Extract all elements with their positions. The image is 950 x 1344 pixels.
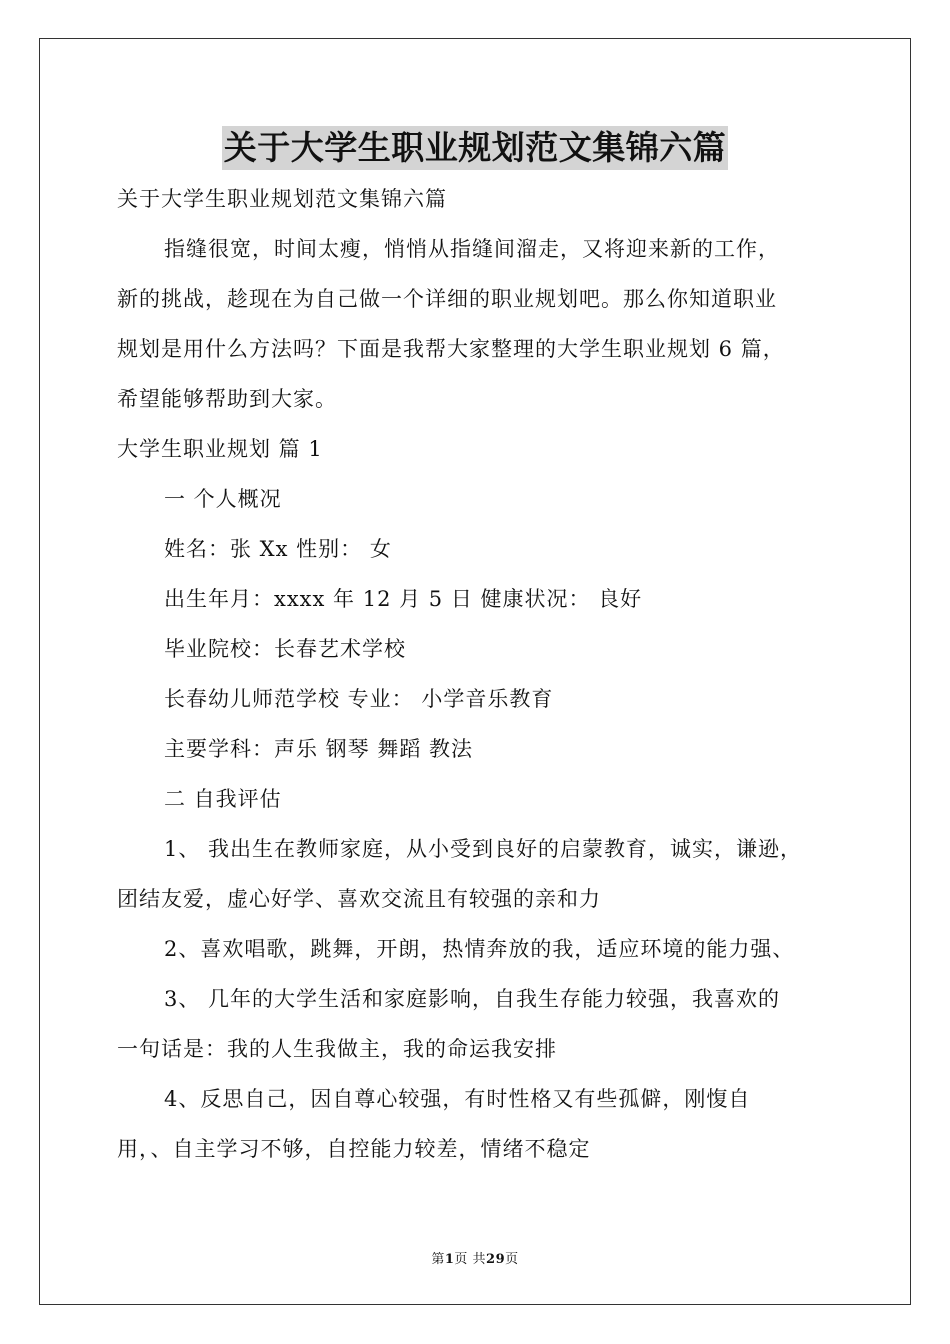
subtitle-line: 关于大学生职业规划范文集锦六篇 xyxy=(117,187,447,211)
page-footer xyxy=(0,1248,950,1267)
paragraph-line: 一句话是：我的人生我做主，我的命运我安排 xyxy=(117,1037,557,1061)
paragraph-line: 规划是用什么方法吗？下面是我帮大家整理的大学生职业规划 6 篇， xyxy=(117,337,785,361)
paragraph-line: 希望能够帮助到大家。 xyxy=(117,387,337,411)
page-border xyxy=(39,38,911,1305)
paragraph-line: 4、反思自己，因自尊心较强，有时性格又有些孤僻，刚愎自 xyxy=(164,1087,751,1111)
paragraph-line: 用，、自主学习不够，自控能力较差，情绪不稳定 xyxy=(117,1137,591,1161)
page-number: 1 xyxy=(444,1252,455,1267)
title-wrap xyxy=(0,126,950,170)
footer-suffix: 页 xyxy=(505,1252,519,1267)
info-line: 出生年月：xxxx 年 12 月 5 日 健康状况： 良好 xyxy=(164,587,643,611)
paragraph-line: 2、喜欢唱歌，跳舞，开朗，热情奔放的我，适应环境的能力强、 xyxy=(164,937,795,961)
paragraph-line: 1、 我出生在教师家庭，从小受到良好的启蒙教育，诚实，谦逊， xyxy=(164,837,803,861)
document-title: 关于大学生职业规划范文集锦六篇 xyxy=(222,126,729,170)
info-line: 毕业院校：长春艺术学校 xyxy=(164,637,406,661)
footer-prefix: 第 xyxy=(431,1252,445,1267)
info-line: 姓名：张 Xx 性别： 女 xyxy=(164,537,392,561)
paragraph-line: 3、 几年的大学生活和家庭影响，自我生存能力较强，我喜欢的 xyxy=(164,987,781,1011)
paragraph-line: 团结友爱，虚心好学、喜欢交流且有较强的亲和力 xyxy=(117,887,601,911)
paragraph-line: 指缝很宽，时间太瘦，悄悄从指缝间溜走，又将迎来新的工作， xyxy=(164,237,780,261)
footer-middle: 页 共 xyxy=(454,1252,487,1267)
subsection-heading: 一 个人概况 xyxy=(164,487,282,511)
info-line: 主要学科：声乐 钢琴 舞蹈 教法 xyxy=(164,737,474,761)
section-heading: 大学生职业规划 篇 1 xyxy=(117,437,323,461)
subsection-heading: 二 自我评估 xyxy=(164,787,282,811)
info-line: 长春幼儿师范学校 专业： 小学音乐教育 xyxy=(164,687,554,711)
paragraph-line: 新的挑战，趁现在为自己做一个详细的职业规划吧。那么你知道职业 xyxy=(117,287,777,311)
total-pages: 29 xyxy=(486,1252,506,1267)
